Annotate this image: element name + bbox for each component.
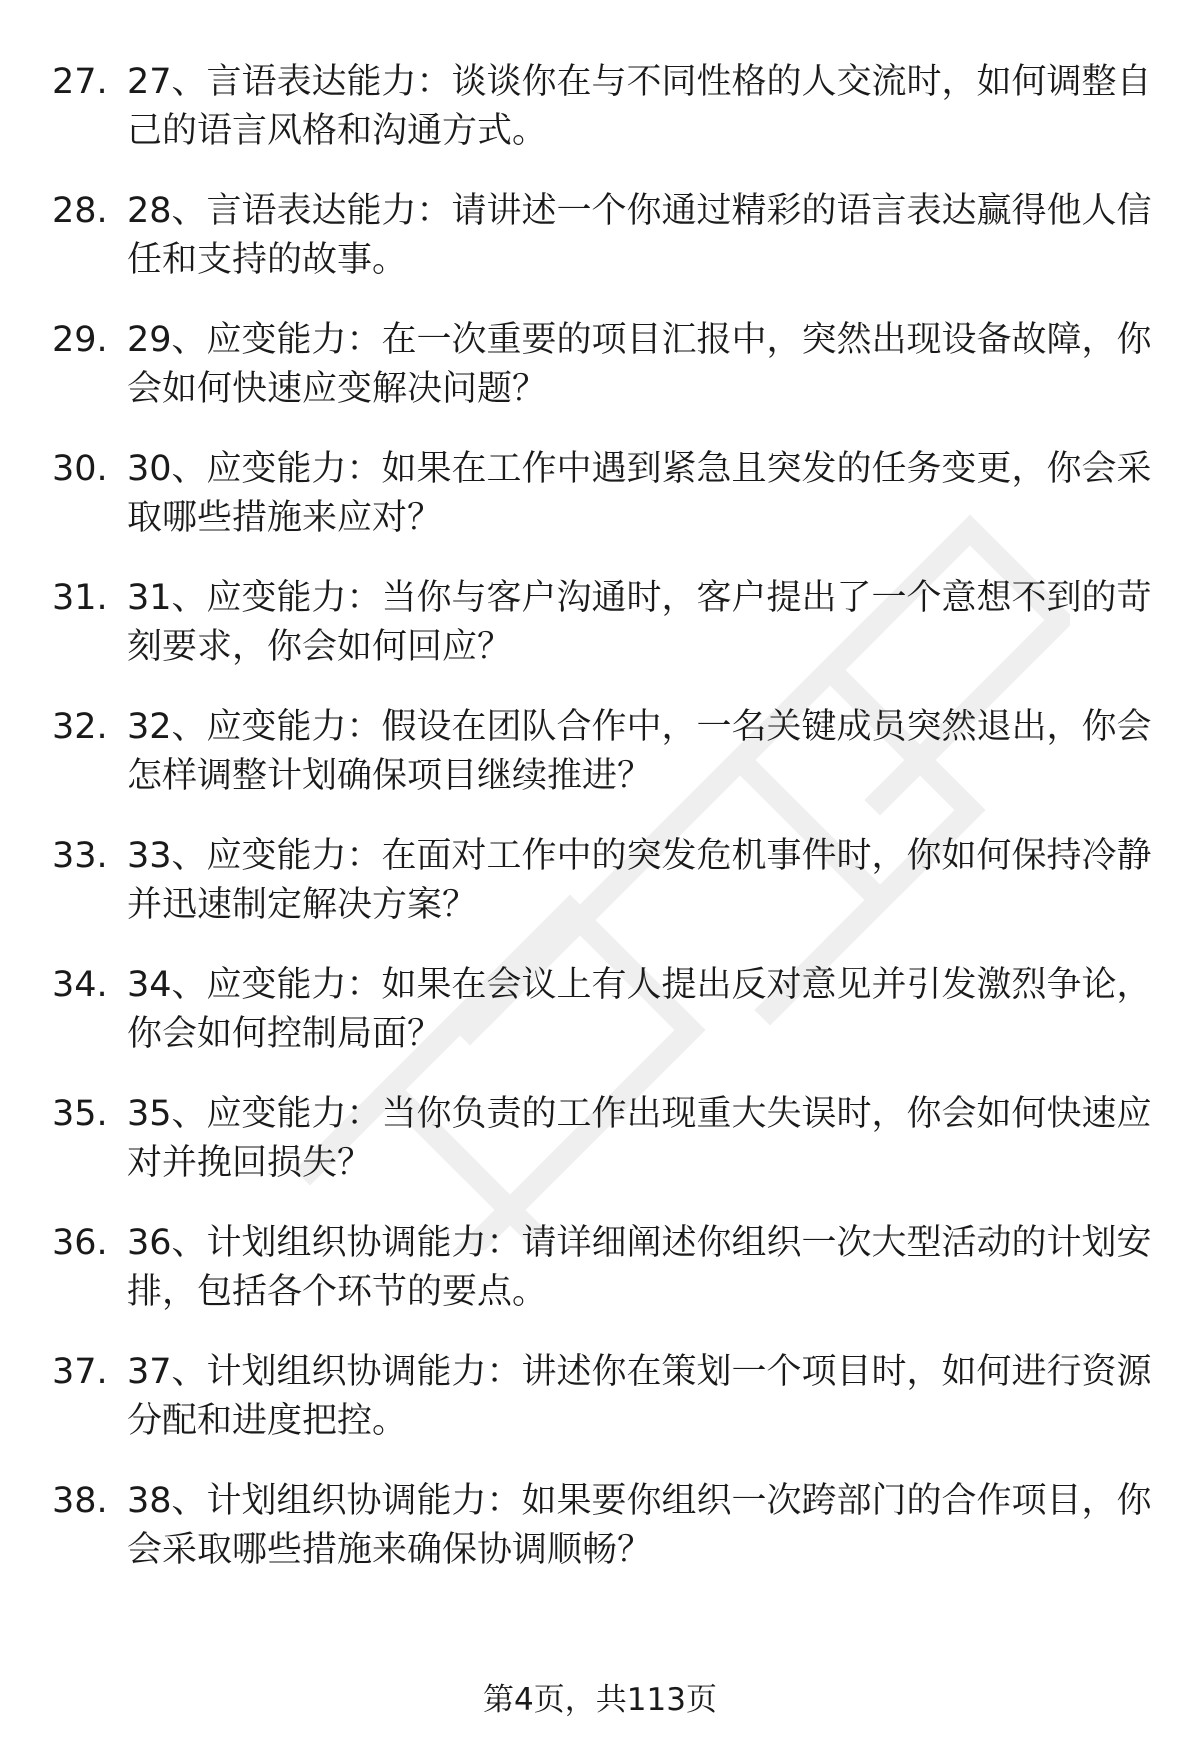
question-text: 33、应变能力：在面对工作中的突发危机事件时，你如何保持冷静并迅速制定解决方案？ xyxy=(127,836,1152,925)
question-text: 27、言语表达能力：谈谈你在与不同性格的人交流时，如何调整自己的语言风格和沟通方式。 xyxy=(127,62,1152,151)
question-number: 29. xyxy=(52,320,108,360)
question-text: 35、应变能力：当你负责的工作出现重大失误时，你会如何快速应对并挽回损失？ xyxy=(127,1094,1152,1183)
question-number: 28. xyxy=(52,191,108,231)
question-list xyxy=(52,58,1152,1606)
question-number: 36. xyxy=(52,1223,108,1263)
list-item xyxy=(52,1219,1152,1348)
list-item xyxy=(52,187,1152,316)
list-item xyxy=(52,1090,1152,1219)
question-number: 34. xyxy=(52,965,108,1005)
question-number: 33. xyxy=(52,836,108,876)
question-text: 30、应变能力：如果在工作中遇到紧急且突发的任务变更，你会采取哪些措施来应对？ xyxy=(127,449,1152,538)
question-text: 32、应变能力：假设在团队合作中，一名关键成员突然退出，你会怎样调整计划确保项目继续推进？ xyxy=(127,707,1152,796)
question-number: 31. xyxy=(52,578,108,618)
question-text: 38、计划组织协调能力：如果要你组织一次跨部门的合作项目，你会采取哪些措施来确保协调顺畅？ xyxy=(127,1481,1152,1570)
question-text: 36、计划组织协调能力：请详细阐述你组织一次大型活动的计划安排，包括各个环节的要点。 xyxy=(127,1223,1152,1312)
question-number: 38. xyxy=(52,1481,108,1521)
list-item xyxy=(52,445,1152,574)
question-text: 28、言语表达能力：请讲述一个你通过精彩的语言表达赢得他人信任和支持的故事。 xyxy=(127,191,1152,280)
list-item xyxy=(52,832,1152,961)
question-number: 35. xyxy=(52,1094,108,1134)
list-item xyxy=(52,58,1152,187)
page-number-footer: 第4页，共113页 xyxy=(483,1682,717,1718)
question-number: 37. xyxy=(52,1352,108,1392)
list-item xyxy=(52,1348,1152,1477)
question-number: 30. xyxy=(52,449,108,489)
list-item xyxy=(52,1477,1152,1606)
question-number: 27. xyxy=(52,62,108,102)
list-item xyxy=(52,316,1152,445)
list-item xyxy=(52,703,1152,832)
list-item xyxy=(52,574,1152,703)
question-text: 37、计划组织协调能力：讲述你在策划一个项目时，如何进行资源分配和进度把控。 xyxy=(127,1352,1152,1441)
question-number: 32. xyxy=(52,707,108,747)
list-item xyxy=(52,961,1152,1090)
question-text: 29、应变能力：在一次重要的项目汇报中，突然出现设备故障，你会如何快速应变解决问题？ xyxy=(127,320,1152,409)
question-text: 34、应变能力：如果在会议上有人提出反对意见并引发激烈争论，你会如何控制局面？ xyxy=(127,965,1152,1054)
question-text: 31、应变能力：当你与客户沟通时，客户提出了一个意想不到的苛刻要求，你会如何回应？ xyxy=(127,578,1152,667)
